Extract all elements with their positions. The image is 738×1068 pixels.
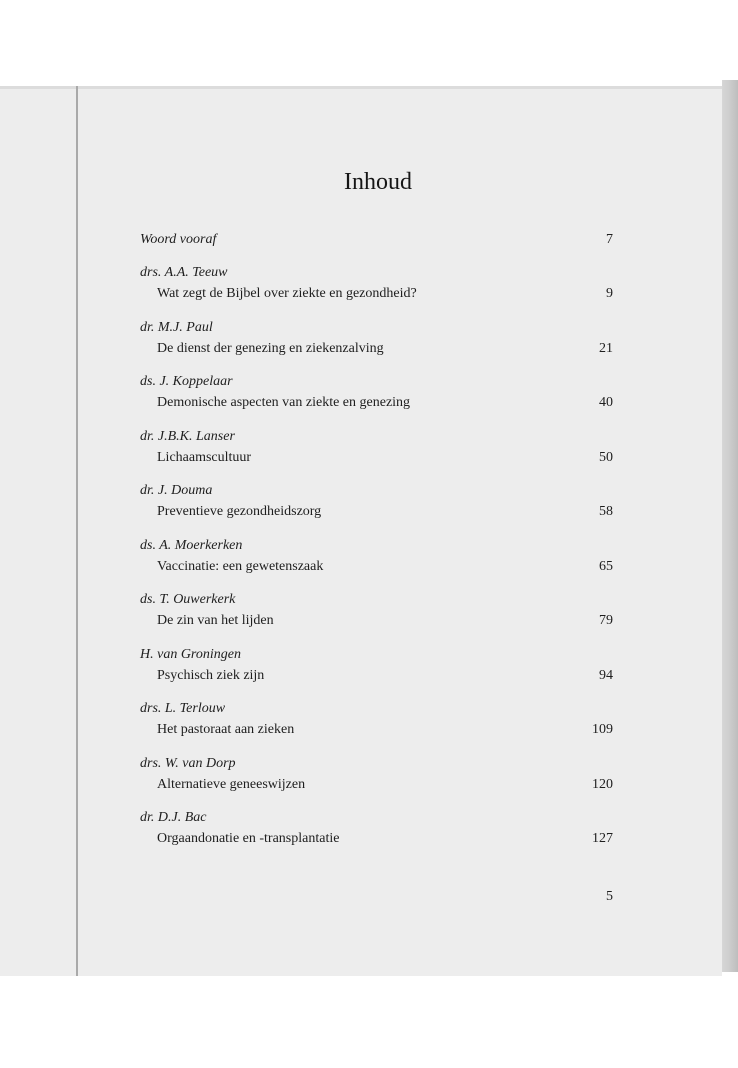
toc-page-number: 109 <box>592 722 613 737</box>
toc-title: Vaccinatie: een gewetenszaak <box>157 558 324 574</box>
toc-title: Demonische aspecten van ziekte en genezing <box>157 395 411 410</box>
toc-preface <box>140 230 613 250</box>
toc-title: Alternatieve geneeswijzen <box>157 776 306 792</box>
toc-author: dr. M.J. Paul <box>140 319 213 335</box>
table-of-contents <box>140 230 613 850</box>
toc-title-line <box>140 448 613 468</box>
toc-entry <box>140 318 613 360</box>
folio-page-number: 5 <box>606 889 613 904</box>
toc-title: De dienst der genezing en ziekenzalving <box>157 340 384 356</box>
toc-title-line <box>140 611 613 631</box>
toc-author: ds. T. Ouwerkerk <box>140 592 236 607</box>
toc-page-number: 79 <box>599 613 613 628</box>
toc-entry <box>140 263 613 305</box>
toc-page-number: 127 <box>592 831 613 846</box>
toc-title-line <box>140 666 613 686</box>
toc-entry <box>140 590 613 632</box>
toc-entry <box>140 427 613 469</box>
toc-author: H. van Groningen <box>140 646 241 662</box>
toc-entry <box>140 645 613 687</box>
binding-line <box>76 86 78 976</box>
toc-title: Lichaamscultuur <box>157 449 252 465</box>
toc-entry <box>140 754 613 796</box>
toc-title-line <box>140 393 613 413</box>
toc-title: Het pastoraat aan zieken <box>157 722 295 737</box>
toc-author: dr. J.B.K. Lanser <box>140 428 235 444</box>
toc-entry <box>140 808 613 850</box>
toc-author: dr. J. Douma <box>140 483 213 498</box>
toc-title-line <box>140 775 613 795</box>
toc-page-number: 120 <box>592 776 613 792</box>
toc-title-line <box>140 557 613 577</box>
page-title: Inhoud <box>344 169 412 195</box>
toc-title: Preventieve gezondheidszorg <box>157 504 322 519</box>
toc-author: drs. A.A. Teeuw <box>140 265 228 280</box>
toc-entry <box>140 699 613 741</box>
toc-author: ds. J. Koppelaar <box>140 374 233 389</box>
toc-page-number: 94 <box>599 667 613 683</box>
toc-entry <box>140 481 613 523</box>
toc-page-number: 65 <box>599 558 613 574</box>
toc-entry <box>140 372 613 414</box>
toc-author: dr. D.J. Bac <box>140 810 207 825</box>
toc-page-number: 40 <box>599 395 613 410</box>
toc-title: Psychisch ziek zijn <box>157 667 265 683</box>
toc-page-number: 21 <box>599 340 613 356</box>
toc-author: ds. A. Moerkerken <box>140 537 243 553</box>
toc-author: drs. W. van Dorp <box>140 755 236 771</box>
toc-title-line <box>140 339 613 359</box>
toc-title-line <box>140 720 613 740</box>
toc-title-line <box>140 502 613 522</box>
toc-title-line <box>140 829 613 849</box>
page-right-edge <box>722 80 738 972</box>
toc-title: Orgaandonatie en -transplantatie <box>157 831 340 846</box>
toc-page-number: 50 <box>599 449 613 465</box>
toc-title: Wat zegt de Bijbel over ziekte en gezondheid? <box>157 286 417 301</box>
toc-author: drs. L. Terlouw <box>140 701 226 716</box>
toc-preface-label: Woord vooraf <box>140 232 217 247</box>
toc-page-number: 58 <box>599 504 613 519</box>
toc-page-number: 9 <box>606 286 613 301</box>
toc-page-number: 7 <box>606 232 613 247</box>
page-top-edge <box>0 86 722 89</box>
toc-entry <box>140 536 613 578</box>
toc-title-line <box>140 284 613 304</box>
toc-title: De zin van het lijden <box>157 613 274 628</box>
